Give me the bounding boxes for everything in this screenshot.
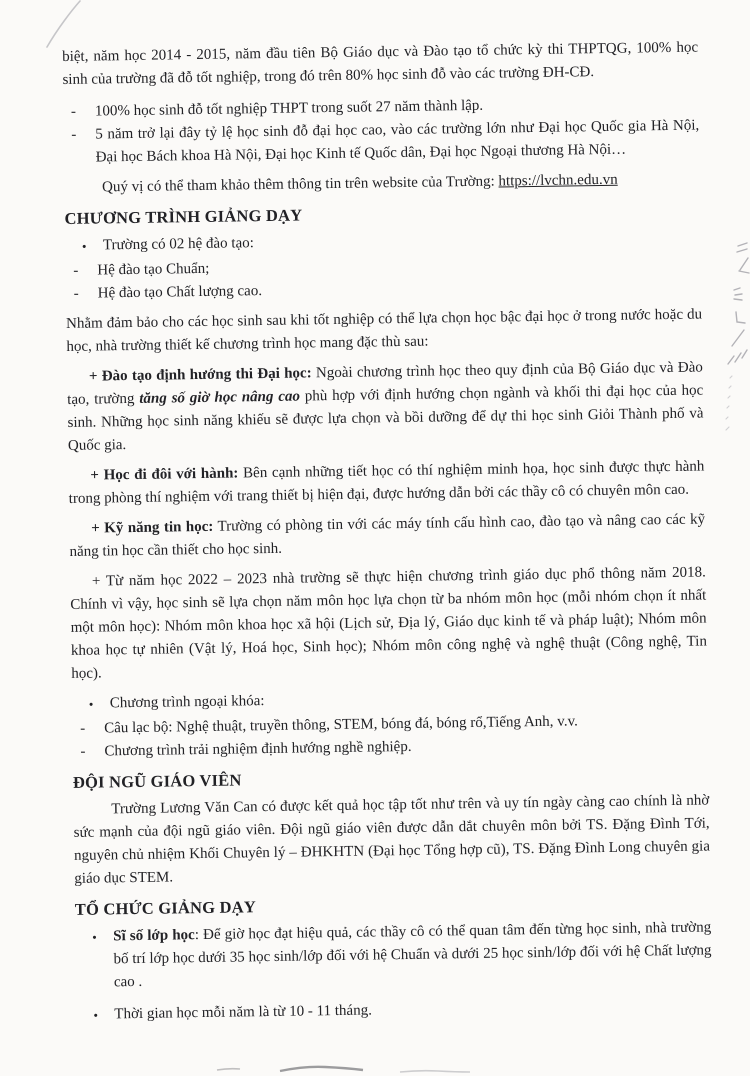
- class-size-text: [113, 916, 712, 994]
- dash-marker: -: [80, 743, 86, 760]
- class-size-body: : Để giờ học đạt hiệu quả, các thầy cô có thể quan tâm đến từng học sinh, nhà trường bố trí lớp học dưới 35 học sinh/lớp đối với hệ Chuẩn và dưới 25 học sinh/lớp đối với hệ Chất lượng cao .: [113, 919, 712, 991]
- section-heading-organization: TỔ CHỨC GIẢNG DẠY: [74, 897, 257, 919]
- practice-text: Bên cạnh những tiết học có thí nghiệm minh họa, học sinh được thực hành trong phòng thí nghiệm với trang thiết bị hiện đại, được hướng dẫn bởi các thầy cô có chuyên môn cao.: [68, 458, 705, 507]
- achievement-text: 100% học sinh đỗ tốt nghiệp THPT trong suốt 27 năm thành lập.: [94, 97, 484, 120]
- dash-marker: -: [73, 285, 79, 302]
- it-skills-paragraph: [69, 509, 706, 564]
- practice-paragraph: [68, 456, 705, 511]
- design-note-paragraph: Nhằm đảm bảo cho các học sinh sau khi tốt nghiệp có thể lựa chọn học bậc đại học ở trong nước hoặc du học, nhà trường thiết kế chương trình học mang đặc thù sau:: [66, 306, 703, 355]
- dash-marker: -: [71, 126, 77, 143]
- duration-text: Thời gian học mỗi năm là từ 10 - 11 tháng.: [114, 1002, 373, 1023]
- it-skills-lead: + Kỹ năng tin học:: [91, 518, 214, 537]
- extracurricular-list: [72, 683, 709, 763]
- system-text: Hệ đào tạo Chất lượng cao.: [97, 283, 263, 302]
- section-heading-curriculum: CHƯƠNG TRÌNH GIẢNG DẠY: [64, 205, 303, 228]
- training-orientation-text: phù hợp với định hướng chọn ngành và khối thi đại học của học sinh. Những học sinh năng khiếu sẽ được lựa chọn và bồi dưỡng để dự thi học sinh Giỏi Thành phố và Quốc gia.: [67, 382, 704, 454]
- training-orientation-paragraph: [67, 357, 704, 458]
- website-reference-text: Quý vị có thể tham khảo thêm thông tin trên website của Trường:: [101, 173, 499, 196]
- training-systems-list: [65, 226, 702, 306]
- handwritten-note-icon: [718, 238, 750, 448]
- training-orientation-text: Ngoài chương trình học theo quy định của Bộ Giáo dục và Đào tạo, trường: [67, 359, 703, 408]
- list-item: [76, 994, 712, 1026]
- website-link: https://lvchn.edu.vn: [498, 171, 618, 190]
- training-orientation-emphasis: tăng số giờ học nâng cao: [139, 388, 301, 407]
- class-size-lead: Sĩ số lớp học: [113, 927, 195, 945]
- systems-intro-text: Trường có 02 hệ đào tạo:: [102, 235, 254, 254]
- dash-marker: -: [80, 720, 86, 737]
- achievement-text: 5 năm trở lại đây tỷ lệ học sinh đỗ đại học cao, vào các trường lớn như Đại học Quốc gia Hà Nội, Đại học Bách khoa Hà Nội, Đại học Kinh tế Quốc dân, Đại học Ngoại thương Hà Nội…: [95, 117, 700, 166]
- website-reference: [64, 168, 700, 200]
- it-skills-text: Trường có phòng tin với các máy tính cấu hình cao, đào tạo và nâng cao các kỹ năng tin học cần thiết cho học sinh.: [69, 511, 706, 560]
- extracurricular-text: Chương trình trải nghiệm định hướng nghề nghiệp.: [104, 738, 412, 760]
- bullet-marker: •: [93, 1007, 99, 1023]
- class-size-item: [75, 916, 712, 994]
- bullet-marker: •: [92, 929, 97, 945]
- section-heading-teachers: ĐỘI NGŨ GIÁO VIÊN: [72, 770, 242, 792]
- achievements-list: [63, 92, 700, 170]
- dash-marker: -: [73, 262, 79, 279]
- bullet-marker: •: [81, 238, 87, 254]
- training-orientation-lead: + Đào tạo định hướng thi Đại học:: [88, 365, 312, 385]
- scan-smudge-icon: [0, 1062, 750, 1076]
- new-program-paragraph: + Từ năm học 2022 – 2023 nhà trường sẽ thực hiện chương trình giáo dục phổ thông năm 2018. Chính vì vậy, học sinh sẽ lựa chọn năm môn học lựa chọn từ ba nhóm môn học (mỗi nhóm chọn ít nhất một môn học): Nhóm môn khoa học xã hội (Lịch sử, Địa lý, Giáo dục kinh tế và pháp luật); Nhóm môn khoa học tự nhiên (Vật lý, Hoá học, Sinh học); Nhóm môn công nghệ và nghệ thuật (Công nghệ, Tin học).: [70, 564, 708, 682]
- intro-paragraph: biệt, năm học 2014 - 2015, năm đầu tiên Bộ Giáo dục và Đào tạo tổ chức kỳ thi THPTQG, 100% học sinh của trường đã đỗ tốt nghiệp, trong đó trên 80% học sinh đỗ vào các trường ĐH-CĐ.: [62, 39, 699, 88]
- extracurricular-text: Câu lạc bộ: Nghệ thuật, truyền thông, STEM, bóng đá, bóng rổ,Tiếng Anh, v.v.: [104, 713, 578, 737]
- duration-item: [76, 994, 712, 1026]
- list-item: [63, 115, 700, 170]
- bullet-marker: •: [88, 696, 94, 712]
- system-text: Hệ đào tạo Chuẩn;: [97, 260, 210, 279]
- teachers-paragraph: Trường Lương Văn Can có được kết quả học tập tốt như trên và uy tín ngày càng cao chính là nhờ sức mạnh của đội ngũ giáo viên. Đội ngũ giáo viên được dẫn dắt chuyên môn bởi TS. Đặng Đình Tới, nguyên chủ nhiệm Khối Chuyên lý – ĐHKHTN (Đại học Tổng hợp cũ), TS. Đặng Đình Long chuyên gia giáo dục STEM.: [73, 792, 711, 887]
- list-item: [75, 916, 712, 994]
- practice-lead: + Học đi đôi với hành:: [90, 465, 239, 484]
- document-body: [62, 37, 713, 1034]
- dash-marker: -: [70, 103, 77, 120]
- extracurricular-intro-text: Chương trình ngoại khóa:: [109, 693, 265, 712]
